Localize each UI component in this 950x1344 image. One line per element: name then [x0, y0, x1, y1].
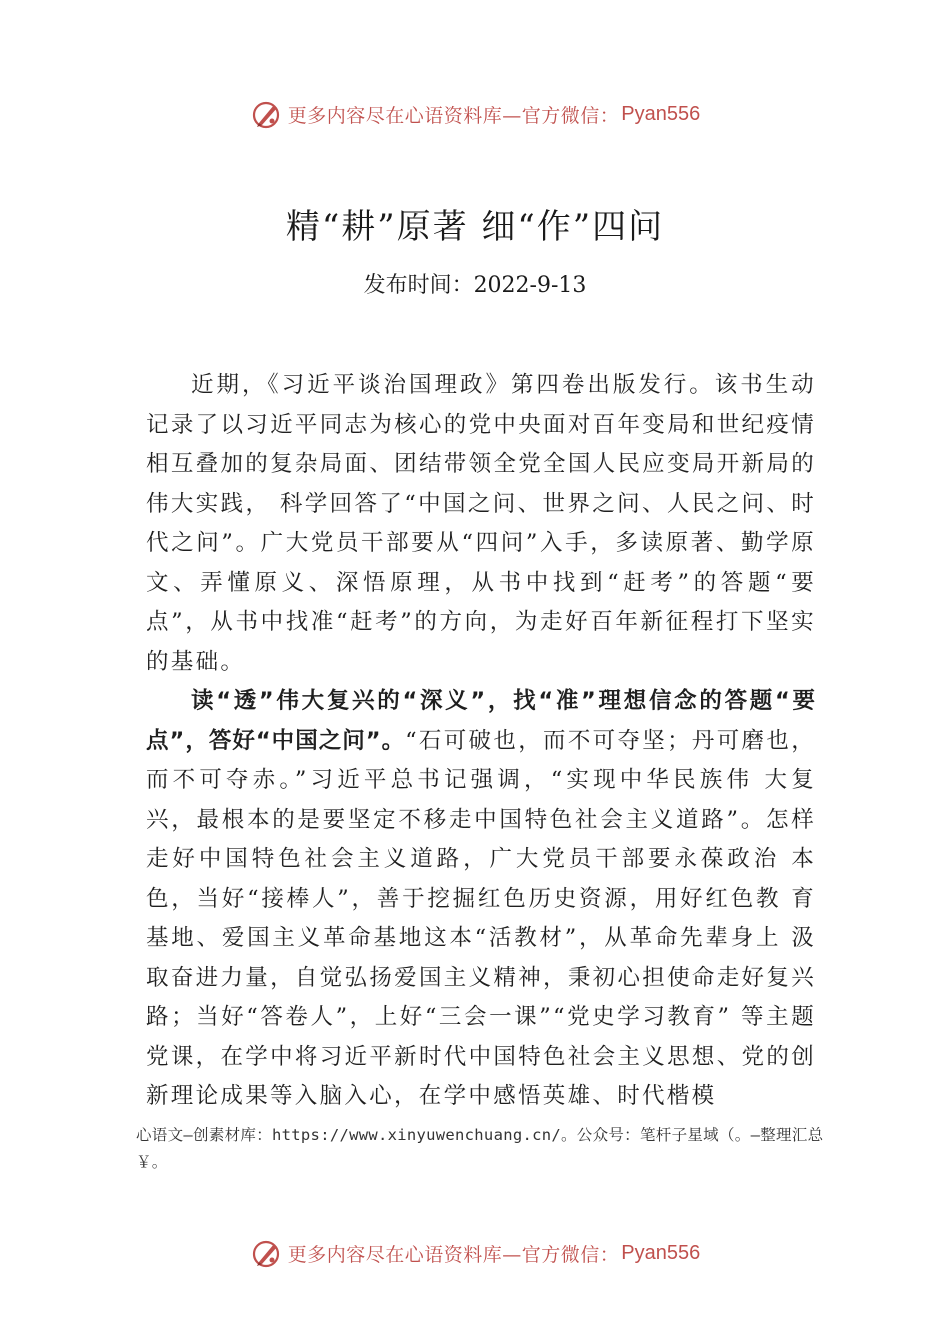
- section-heading: 读“透”伟大复兴的“深义”，找“准”理想信念的答题“要点”，答好“中国之问”。: [146, 688, 816, 754]
- article-body: [146, 366, 816, 1117]
- publish-date: 发布时间：2022-9-13: [363, 273, 587, 298]
- pen-logo-icon: [250, 97, 284, 131]
- footer-banner: [0, 1233, 950, 1273]
- pen-logo-icon: [250, 1236, 284, 1270]
- banner-text: 更多内容尽在心语资料库—官方微信：: [287, 104, 620, 127]
- banner-text: 更多内容尽在心语资料库—官方微信：: [287, 1243, 620, 1266]
- article-title: 精“耕”原著 细“作”四问: [285, 207, 665, 247]
- paragraph-section-1: [146, 682, 816, 1117]
- source-footnote: 心语文—创素材库：https://www.xinyuwenchuang.cn/。公众号：笔杆子星域（。—整理汇总￥。: [136, 1126, 824, 1171]
- wechat-id: Pyan556: [621, 1241, 701, 1264]
- section-body: “石可破也，而不可夺坚；丹可磨也，而不可夺赤。”习近平总书记强调，“实现中华民族伟 大复兴，最根本的是要坚定不移走中国特色社会主义道路”。怎样走好中国特色社会主义道路，广大党员干部要永葆政治 本色，当好“接棒人”，善于挖掘红色历史资源，用好红色教 育基地、爱国主义革命基地这本“活教材”，从革命先辈身上 汲取奋进力量，自觉弘扬爱国主义精神，秉初心担使命走好复兴路；当好“答卷人”，上好“三会一课”“党史学习教育” 等主题党课，在学中将习近平新时代中国特色社会主义思想、党的创新理论成果等入脑入心，在学中感悟英雄、时代楷模: [146, 727, 816, 1109]
- paragraph-intro: 近期，《习近平谈治国理政》第四卷出版发行。该书生动记录了以习近平同志为核心的党中央面对百年变局和世纪疫情相互叠加的复杂局面、团结带领全党全国人民应变局开新局的伟大实践， 科学回答了“中国之问、世界之问、人民之问、时代之问”。广大党员干部要从“四问”入手，多读原著、勤学原文、弄懂原义、深悟原理，从书中找到“赶考”的答题“要点”，从书中找准“赶考”的方向，为走好百年新征程打下坚实的基础。: [146, 372, 816, 675]
- wechat-id: Pyan556: [621, 102, 701, 125]
- header-banner: [0, 94, 950, 134]
